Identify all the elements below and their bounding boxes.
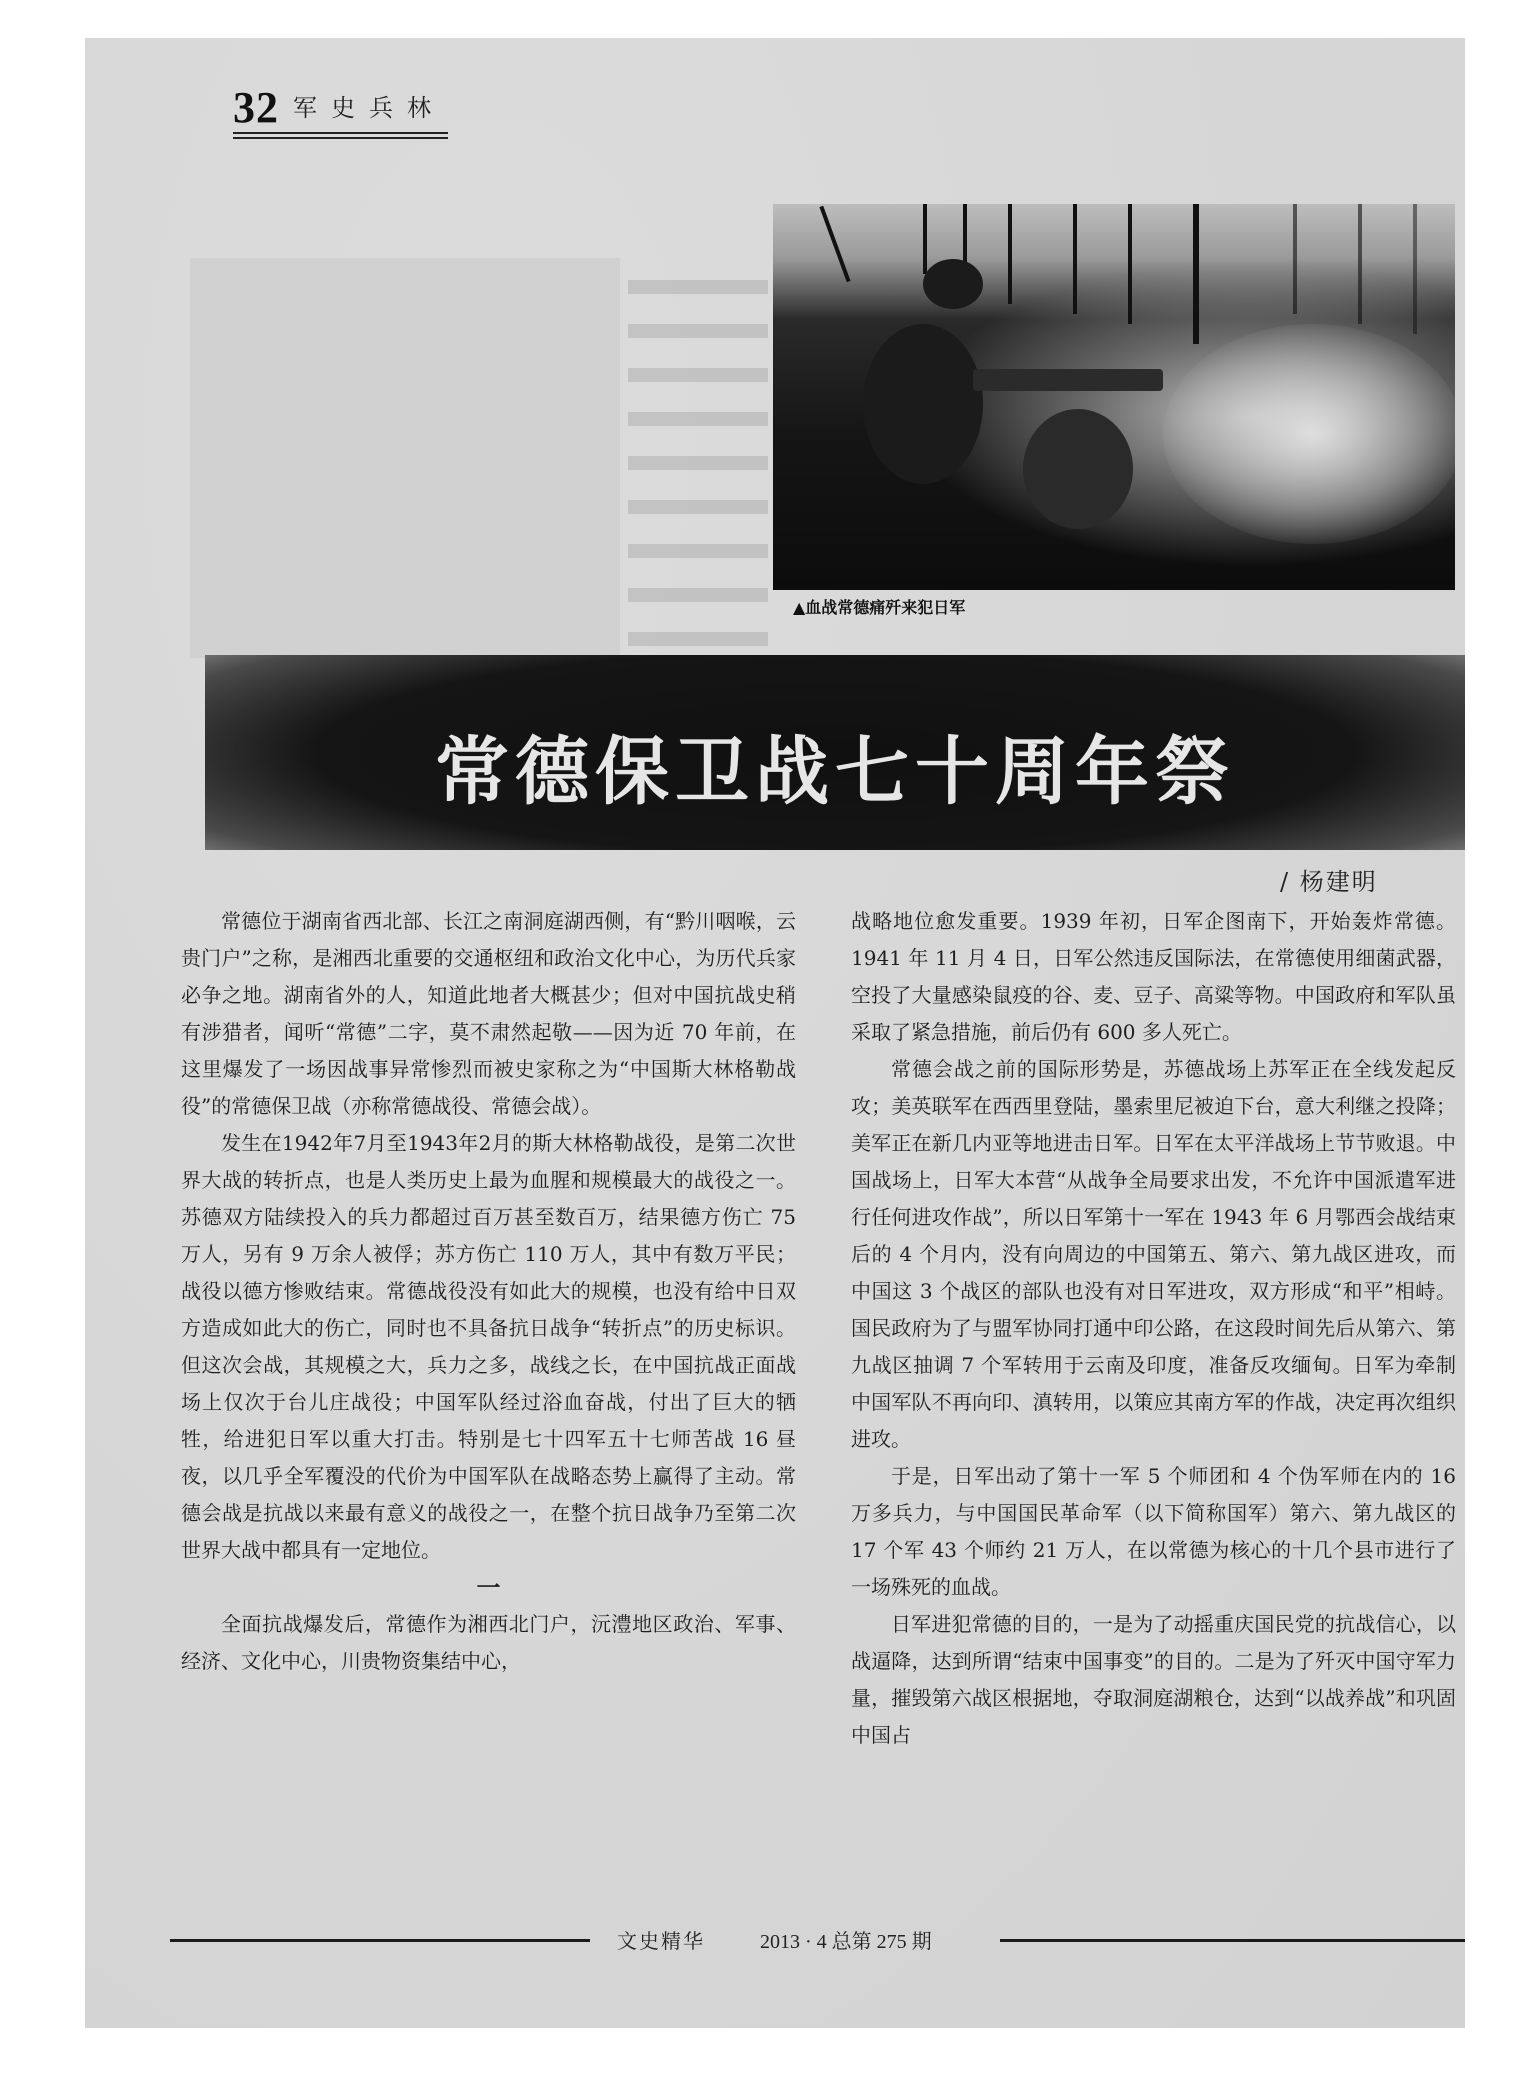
photo-pole: [819, 206, 850, 283]
photo-soldier: [1023, 409, 1133, 529]
left-column: [181, 903, 796, 1680]
section-marker: 一: [476, 1573, 501, 1602]
right-column: [851, 903, 1456, 1754]
battle-photo: [773, 204, 1455, 590]
photo-pole: [1008, 204, 1012, 304]
photo-pole: [923, 204, 927, 274]
title-banner: [205, 655, 1465, 850]
photo-caption: ▲血战常德痛歼来犯日军: [793, 598, 966, 617]
photo-pole: [1073, 204, 1077, 314]
paragraph: 发生在1942年7月至1943年2月的斯大林格勒战役，是第二次世界大战的转折点，也是人类历史上最为血腥和规模最大的战役之一。苏德双方陆续投入的兵力都超过百万甚至数百万，结果德方伤亡 75 万人，另有 9 万余人被俘；苏方伤亡 110 万人，其中有数万平民；战役以德方惨败结束。常德战役没有如此大的规模，也没有给中日双方造成如此大的伤亡，同时也不具备抗日战争“转折点”的历史标识。但这次会战，其规模之大，兵力之多，战线之长，在中国抗战正面战场上仅次于台儿庄战役；中国军队经过浴血奋战，付出了巨大的牺牲，给进犯日军以重大打击。特别是七十四军五十七师苦战 16 昼夜，以几乎全军覆没的代价为中国军队在战略态势上赢得了主动。常德会战是抗战以来最有意义的战役之一，在整个抗日战争乃至第二次世界大战中都具有一定地位。: [181, 1131, 796, 1562]
paragraph: 常德位于湖南省西北部、长江之南洞庭湖西侧，有“黔川咽喉，云贵门户”之称，是湘西北重要的交通枢纽和政治文化中心，为历代兵家必争之地。湖南省外的人，知道此地者大概甚少；但对中国抗战史稍有涉猎者，闻听“常德”二字，莫不肃然起敬——因为近 70 年前，在这里爆发了一场因战事异常惨烈而被史家称之为“中国斯大林格勒战役”的常德保卫战（亦称常德战役、常德会战）。: [181, 909, 796, 1118]
photo-smoke: [1163, 324, 1455, 544]
page-footer: [170, 1925, 1465, 1955]
photo-pole: [1413, 204, 1417, 334]
photo-soldier: [923, 259, 983, 309]
header-double-rule: [233, 132, 448, 134]
photo-pole: [1193, 204, 1199, 344]
section-name: 军史兵林: [293, 94, 445, 122]
paragraph: 于是，日军出动了第十一军 5 个师团和 4 个伪军师在内的 16 万多兵力，与中国国民革命军（以下简称国军）第六、第九战区的 17 个军 43 个师约 21 万人，在以常德为核心的十几个县市进行了一场殊死的血战。: [851, 1464, 1456, 1599]
photo-pole: [1358, 204, 1362, 324]
paragraph: 日军进犯常德的目的，一是为了动摇重庆国民党的抗战信心，以战逼降，达到所谓“结束中国事变”的目的。二是为了歼灭中国守军力量，摧毁第六战区根据地，夺取洞庭湖粮仓，达到“以战养战”和巩固中国占: [851, 1612, 1456, 1747]
bleed-through-text: [628, 258, 768, 648]
magazine-name: 文史精华: [617, 1929, 705, 1953]
photo-machine-gun: [973, 369, 1163, 391]
article-author: / 杨建明: [1280, 868, 1378, 896]
paragraph: 常德会战之前的国际形势是，苏德战场上苏军正在全线发起反攻；美英联军在西西里登陆，墨索里尼被迫下台，意大利继之投降；美军正在新几内亚等地进击日军。日军在太平洋战场上节节败退。中国战场上，日军大本营“从战争全局要求出发，不允许中国派遣军进行任何进攻作战”，所以日军第十一军在 1943 年 6 月鄂西会战结束后的 4 个月内，没有向周边的中国第五、第六、第九战区进攻，而中国这 3 个战区的部队也没有对日军进攻，双方形成“和平”相峙。国民政府为了与盟军协同打通中印公路，在这段时间先后从第六、第九战区抽调 7 个军转用于云南及印度，准备反攻缅甸。日军为牵制中国军队不再向印、滇转用，以策应其南方军的作战，决定再次组织进攻。: [851, 1057, 1456, 1451]
paragraph: 全面抗战爆发后，常德作为湘西北门户，沅澧地区政治、军事、经济、文化中心，川贵物资集结中心，: [181, 1612, 796, 1673]
page-header: [233, 82, 445, 133]
bleed-through-image: [190, 258, 620, 658]
photo-pole: [1293, 204, 1297, 314]
footer-rule-right: [1000, 1939, 1465, 1942]
issue-info: 2013 · 4 总第 275 期: [760, 1931, 932, 1953]
photo-soldier: [863, 324, 983, 484]
paragraph-continuation: 战略地位愈发重要。1939 年初，日军企图南下，开始轰炸常德。1941 年 11 月 4 日，日军公然违反国际法，在常德使用细菌武器，空投了大量感染鼠疫的谷、麦、豆子、高粱等物。中国政府和军队虽采取了紧急措施，前后仍有 600 多人死亡。: [851, 909, 1456, 1044]
photo-pole: [1128, 204, 1132, 324]
page-number: 32: [233, 83, 279, 132]
footer-rule-left: [170, 1939, 590, 1942]
article-title: 常德保卫战七十周年祭: [435, 729, 1235, 815]
